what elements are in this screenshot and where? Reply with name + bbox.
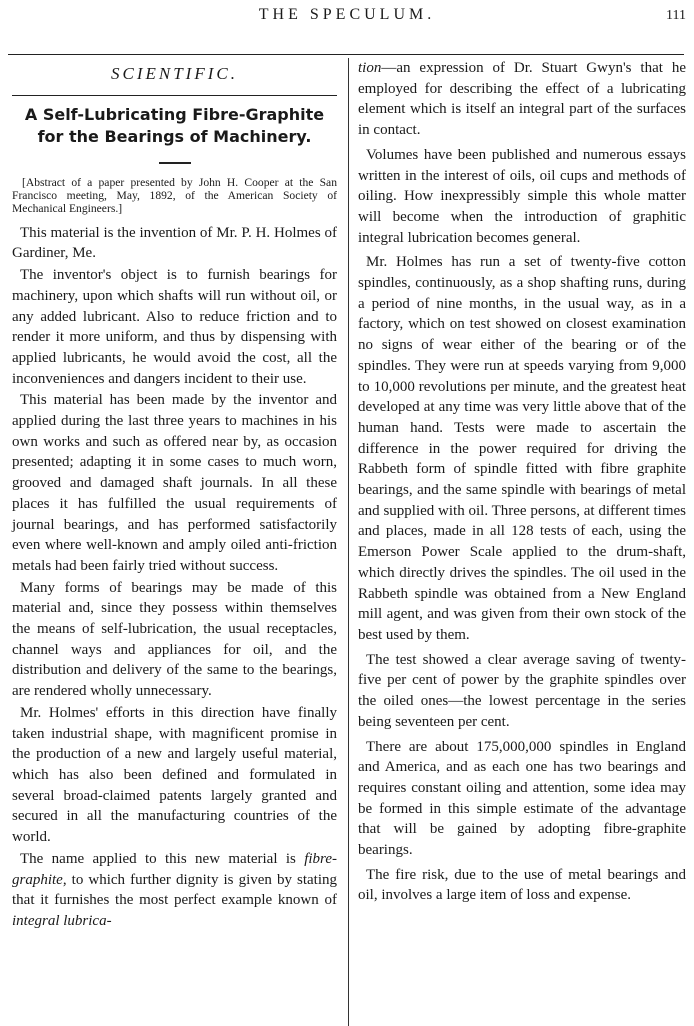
paragraph: This material has been made by the inventor and applied during the last three years to machines in his own works and such as offered near by, as occasion presented; adapting it in some cases to much worn, grooved and damaged shaft journals. In all these places it has fulfilled the usual requirements of journal bearings, and has performed satisfactorily even where well-known and amply oiled anti-friction metals had been fairly tried without success. (12, 392, 337, 574)
italic-term: tion (358, 60, 382, 76)
text: , to which further dignity is given by stating that it furnishes the most perfect example known of (12, 871, 337, 909)
article-title: A Self-Lubricating Fibre-Graphite for the Bearings of Machinery. (24, 104, 325, 146)
paragraph: The test showed a clear average saving of twenty-five per cent of power by the graphite spindles over the oiled ones—the lowest percentage in the series being seventeen per cent. (358, 651, 686, 730)
right-column (358, 58, 686, 910)
paragraph: Mr. Holmes has run a set of twenty-five cotton spindles, continuously, as a shop shafting runs, during a period of nine months, in the usual way, as in a factory, which on test showed on closest examination no signs of wear either of the bearing or of the spindles. They were run at speeds varying from 9,000 to 10,000 revolutions per minute, and the greatest heat developed at any time was very little above that of the human hand. Tests were made to ascertain the difference in the power required for driving the Rabbeth form of spindle fitted with fibre graphite bearings, and the same spindle with bearings of metal and supplied with oil. Three persons, at different times and places, made in all 128 tests of each, using the Emerson Power Scale applied to the drum-shaft, which directly drives the spindles. The oil used in the Rabbeth spindle was obtained from a New England mill agent, and was given from their own stock of the best used by them. (358, 254, 686, 643)
italic-term: fibre-graphite (12, 850, 337, 888)
paragraph: The fire risk, due to the use of metal bearings and oil, involves a large item of loss and expense. (358, 866, 686, 904)
italic-term: integral lubrica- (12, 912, 112, 929)
section-heading: SCIENTIFIC. (111, 64, 238, 83)
abstract-note: [Abstract of a paper presented by John H. Cooper at the San Francisco meeting, May, 1892, of the American Society of Mechanical Engineers.] (12, 175, 337, 215)
paragraph (12, 849, 337, 932)
paragraph-continuation (358, 58, 686, 141)
paragraph: This material is the invention of Mr. P. H. Holmes of Gardiner, Me. (12, 224, 337, 262)
page-number: 111 (666, 8, 686, 23)
title-rule (159, 162, 191, 164)
text: The name applied to this new material is (20, 850, 305, 867)
paragraph: Many forms of bearings may be made of this material and, since they possess within themselves the means of self-lubrication, the usual receptacles, channel ways and appliances for oil, and the distribution and delivery of the same to the bearings, are rendered wholly unnecessary. (12, 579, 337, 700)
paragraph: Mr. Holmes' efforts in this direction have finally taken industrial shape, with magnificent promise in the production of a new and largely useful material, which has also been defined and formulated in several broad-claimed patents largely granted and secured in all the manufacturing countries of the world. (12, 704, 337, 846)
top-rule (8, 54, 684, 55)
text: —an expression of Dr. Stuart Gwyn's that he employed for describing the effect of a lubricating element which is itself an integral part of the surfaces in contact. (358, 60, 686, 139)
paragraph: The inventor's object is to furnish bearings for machinery, upon which shafts will run without oil, or any added lubricant. Also to reduce friction and to render it more uniform, and thus by dispensing with applied lubricants, he would avoid the cost, all the inconveniences and dangers incident to their use. (12, 267, 337, 387)
paragraph: There are about 175,000,000 spindles in England and America, and as each one has two bearings and requires constant oiling and attention, some idea may be formed in this simple estimate of the advantage that will be gained by adopting fibre-graphite bearings. (358, 738, 686, 859)
left-column (12, 58, 337, 933)
paragraph: Volumes have been published and numerous essays written in the interest of oils, oil cups and methods of oiling. How inexpressibly simple this whole matter will become when the introduction of graphitic integral lubrication becomes general. (358, 146, 686, 246)
running-head: THE SPECULUM. (258, 6, 436, 23)
section-rule (12, 95, 337, 96)
column-divider (348, 58, 349, 1026)
